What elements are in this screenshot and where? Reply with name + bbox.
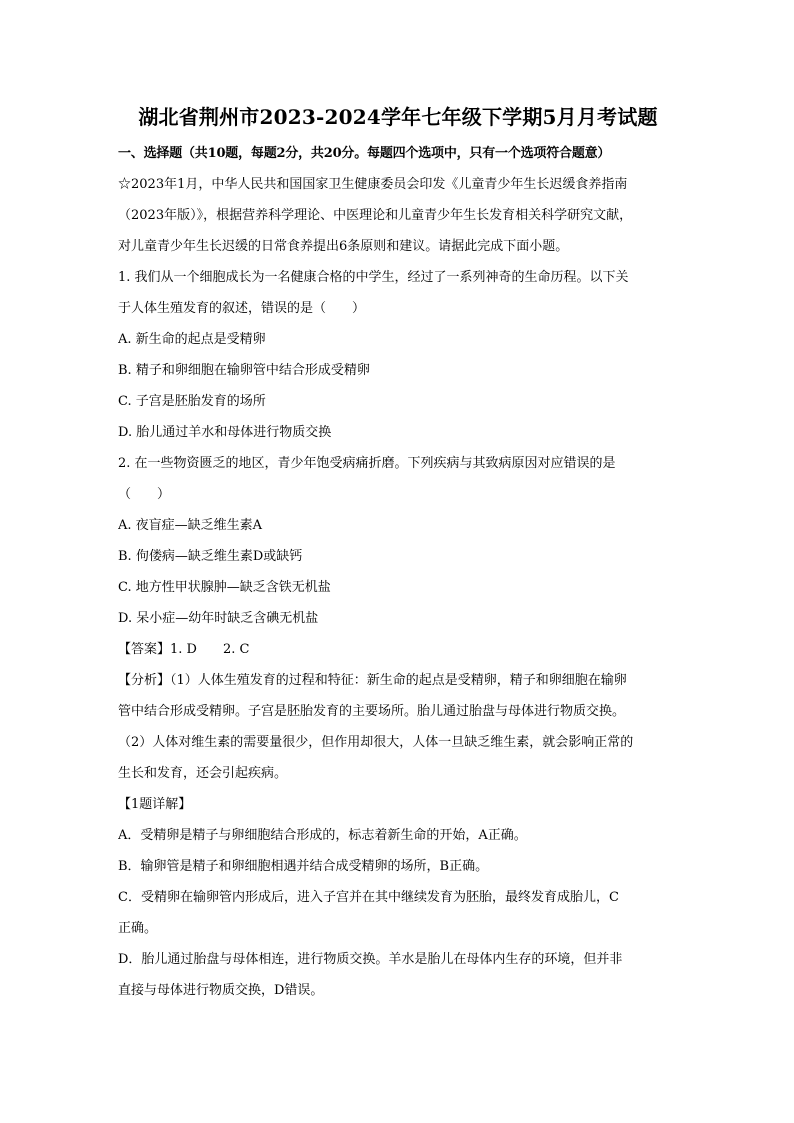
question-2-stem: 2. 在一些物资匮乏的地区，青少年饱受病痛折磨。下列疾病与其致病原因对应错误的是	[118, 456, 616, 471]
answer-line: 【答案】1. D 2. C	[118, 642, 250, 657]
analysis-block	[118, 665, 678, 789]
question-2	[118, 448, 678, 634]
detail-line: 直接与母体进行物质交换，D错误。	[118, 983, 324, 998]
question-2-option-b: B. 佝偻病—缺乏维生素D或缺钙	[118, 549, 303, 564]
intro-line: ☆2023年1月，中华人民共和国国家卫生健康委员会印发《儿童青少年生长迟缓食养指南	[118, 177, 628, 192]
question-1	[118, 262, 678, 448]
intro-line: 对儿童青少年生长迟缓的日常食养提出6条原则和建议。请据此完成下面小题。	[118, 239, 569, 254]
question-2-option-d: D. 呆小症—幼年时缺乏含碘无机盐	[118, 611, 319, 626]
detail-line: A．受精卵是精子与卵细胞结合形成的，标志着新生命的开始，A正确。	[118, 828, 527, 843]
analysis-line: 【分析】（1）人体生殖发育的过程和特征：新生命的起点是受精卵，精子和卵细胞在输卵	[118, 673, 627, 688]
question-1-stem: 1. 我们从一个细胞成长为一名健康合格的中学生，经过了一系列神奇的生命历程。以下关	[118, 270, 629, 285]
analysis-line: 生长和发育，还会引起疾病。	[118, 766, 288, 781]
question-1-option-d: D. 胎儿通过羊水和母体进行物质交换	[118, 425, 332, 440]
question-1-option-b: B. 精子和卵细胞在输卵管中结合形成受精卵	[118, 363, 370, 378]
question-1-option-c: C. 子宫是胚胎发育的场所	[118, 394, 266, 409]
detail-line: 正确。	[118, 921, 158, 936]
page-title: 湖北省荆州市2023-2024学年七年级下学期5月月考试题	[138, 105, 658, 129]
detail-heading: 【1题详解】	[118, 797, 192, 812]
question-2-option-c: C. 地方性甲状腺肿—缺乏含铁无机盐	[118, 580, 331, 595]
question-1-stem: 于人体生殖发育的叙述，错误的是（ ）	[118, 301, 366, 316]
question-2-stem: （ ）	[118, 487, 171, 502]
detail-line: D．胎儿通过胎盘与母体相连，进行物质交换。羊水是胎儿在母体内生存的环境，但并非	[118, 952, 623, 967]
intro-line: （2023年版）》，根据营养科学理论、中医理论和儿童青少年生长发育相关科学研究文献，	[118, 208, 633, 223]
detail-block	[118, 820, 678, 1006]
detail-line: C．受精卵在输卵管内形成后，进入子宫并在其中继续发育为胚胎，最终发育成胎儿，C	[118, 890, 619, 905]
question-intro	[118, 169, 678, 262]
detail-line: B．输卵管是精子和卵细胞相遇并结合成受精卵的场所，B正确。	[118, 859, 489, 874]
analysis-line: 管中结合形成受精卵。子宫是胚胎发育的主要场所。胎儿通过胎盘与母体进行物质交换。	[118, 704, 626, 719]
section-heading: 一、选择题（共10题，每题2分，共20分。每题四个选项中，只有一个选项符合题意）	[118, 146, 611, 161]
question-1-option-a: A. 新生命的起点是受精卵	[118, 332, 266, 347]
analysis-line: （2）人体对维生素的需要量很少，但作用却很大，人体一旦缺乏维生素，就会影响正常的	[118, 735, 634, 750]
question-2-option-a: A. 夜盲症—缺乏维生素A	[118, 518, 263, 533]
